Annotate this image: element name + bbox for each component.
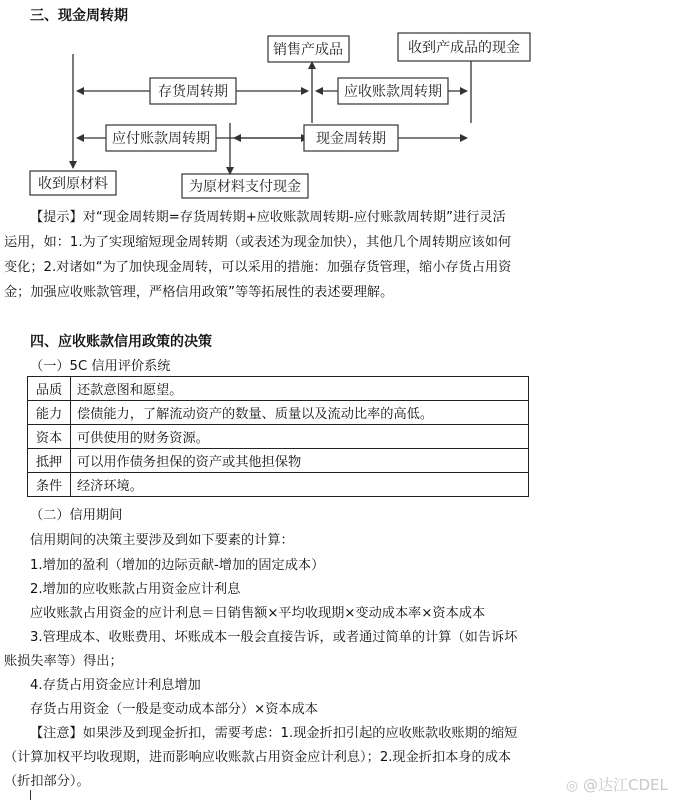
subsection-title: （一）5C 信用评价系统 xyxy=(30,359,171,374)
list-item: 2.增加的应收账款占用资金应计利息 xyxy=(30,582,241,597)
table-row xyxy=(28,473,529,497)
section-title: 四、应收账款信用政策的决策 xyxy=(30,334,212,350)
svg-text:收到原材料: 收到原材料 xyxy=(38,176,108,192)
table-row xyxy=(28,377,529,401)
text-cursor xyxy=(30,790,31,800)
collect-cash-box xyxy=(398,33,530,61)
svg-text:应收账款周转期: 应收账款周转期 xyxy=(344,84,442,100)
table-value: 可以用作债务担保的资产或其他担保物 xyxy=(71,449,529,473)
watermark: ◎ @达江CDEL xyxy=(566,776,668,794)
cash-cycle-diagram xyxy=(0,28,690,208)
table-value: 经济环境。 xyxy=(71,473,529,497)
svg-text:存货周转期: 存货周转期 xyxy=(158,84,228,100)
intro-text: 信用期间的决策主要涉及到如下要素的计算： xyxy=(30,533,294,548)
formula-text: 存货占用资金（一般是变动成本部分）×资本成本 xyxy=(30,702,318,717)
table-key: 抵押 xyxy=(28,449,71,473)
inventory-period-box xyxy=(150,78,236,104)
table-key: 品质 xyxy=(28,377,71,401)
table-row xyxy=(28,449,529,473)
formula-text: 应收账款占用资金的应计利息＝日销售额×平均收现期×变动成本率×资本成本 xyxy=(30,606,486,621)
table-value: 可供使用的财务资源。 xyxy=(71,425,529,449)
svg-text:收到产成品的现金: 收到产成品的现金 xyxy=(408,40,520,56)
table-key: 条件 xyxy=(28,473,71,497)
tip-paragraph: 【提示】对“现金周转期=存货周转期+应收账款周转期-应付账款周转期”进行灵活 运用，如：1.为了实现缩短现金周转期（或表述为现金加快），其他几个周转期应该如何 变化；2.对诸如“为了加快现金周转，可以采用的措施：加强存货管理，缩小存货占用资 金；加强应收账款管理，严格信用政策”等等拓展性的表述要理解。 xyxy=(4,210,512,300)
table-key: 能力 xyxy=(28,401,71,425)
svg-text:销售产成品: 销售产成品 xyxy=(273,42,343,58)
section-title: 三、现金周转期 xyxy=(30,8,128,24)
table-value: 还款意图和愿望。 xyxy=(71,377,529,401)
table-key: 资本 xyxy=(28,425,71,449)
list-item-continued: 账损失率等）得出； xyxy=(4,654,123,669)
receive-raw-material-box xyxy=(30,171,116,195)
svg-text:现金周转期: 现金周转期 xyxy=(316,131,386,147)
svg-text:应付账款周转期: 应付账款周转期 xyxy=(112,131,210,147)
list-item: 3.管理成本、收账费用、坏账成本一般会直接告诉，或者通过简单的计算（如告诉坏 xyxy=(30,630,518,645)
table-row xyxy=(28,401,529,425)
note-text: （折扣部分）。 xyxy=(4,774,90,789)
five-c-table xyxy=(27,376,529,497)
pay-raw-material-box xyxy=(182,174,308,198)
sell-product-box xyxy=(268,36,349,62)
receivable-period-box xyxy=(338,78,448,104)
subsection-title: （二）信用期间 xyxy=(30,508,123,523)
list-item: 4.存货占用资金应计利息增加 xyxy=(30,678,201,693)
table-value: 偿债能力，了解流动资产的数量、质量以及流动比率的高低。 xyxy=(71,401,529,425)
svg-text:为原材料支付现金: 为原材料支付现金 xyxy=(189,179,301,195)
list-item: 1.增加的盈利（增加的边际贡献-增加的固定成本） xyxy=(30,558,325,573)
payable-period-box xyxy=(106,125,216,151)
table-row xyxy=(28,425,529,449)
note-text: （计算加权平均收现期，进而影响应收账款占用资金应计利息）；2.现金折扣本身的成本 xyxy=(4,750,512,765)
note-text: 【注意】如果涉及到现金折扣，需要考虑：1.现金折扣引起的应收账款收账期的缩短 xyxy=(30,726,518,741)
cash-period-box xyxy=(304,125,398,151)
weibo-icon: ◎ xyxy=(566,778,579,794)
